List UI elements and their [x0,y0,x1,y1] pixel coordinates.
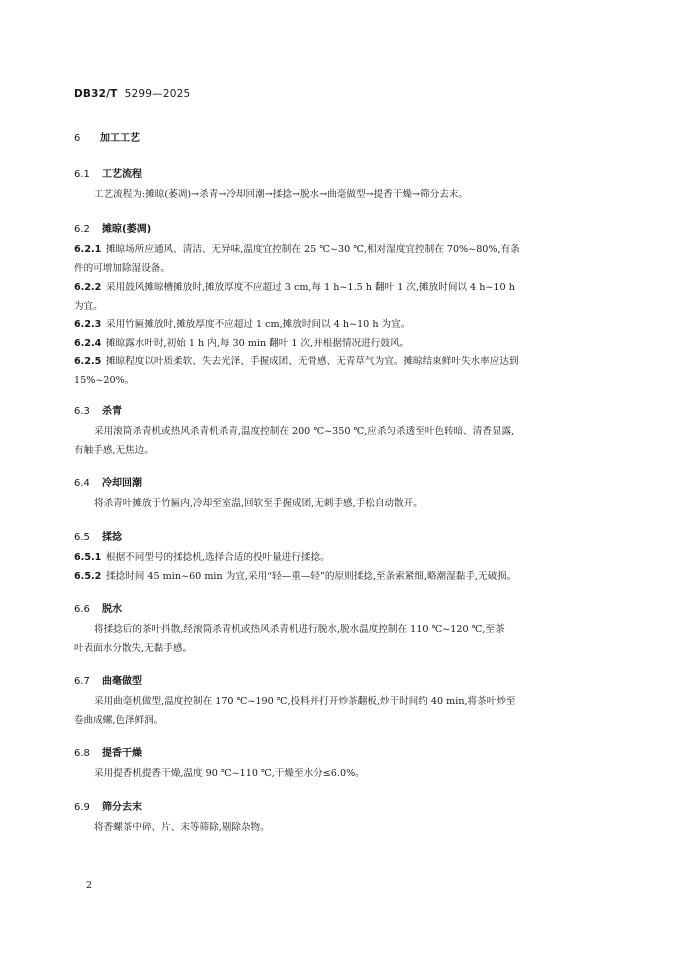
section-title: 脱水 [102,604,122,615]
clause-6-2-1 [74,240,602,278]
clause-number: 6.5.2 [74,571,102,582]
page-number: 2 [86,880,93,891]
section-number: 6.9 [74,802,90,813]
section-heading-6 [74,129,140,144]
paragraph-6-3 [74,422,602,460]
section-title: 摊晾(萎凋) [102,224,152,235]
clause-6-5-2 [74,567,602,586]
section-title: 提香干燥 [102,748,142,759]
section-heading-6-6 [74,600,122,615]
section-title: 加工工艺 [100,133,140,144]
standard-number: 5299—2025 [124,88,191,100]
clause-text-line: 件的可增加除湿设备。 [74,263,170,274]
section-title: 筛分去末 [102,802,142,813]
paragraph-line: 卷曲成螺,色泽鲜润。 [74,715,164,726]
section-heading-6-7 [74,672,142,687]
clause-text-line: 采用鼓风摊晾槽摊放时,摊放厚度不应超过 3 cm,每 1 h~1.5 h 翻叶 1 次,摊放时间以 4 h~10 h [106,282,515,293]
paragraph-line: 采用滚筒杀青机或热风杀青机杀青,温度控制在 200 ℃~350 ℃,应杀匀杀透至叶色转暗、清香显露, [94,426,515,437]
standard-prefix: DB32/T [74,88,118,100]
clause-6-2-5 [74,352,602,390]
clause-text-line: 采用竹匾摊放时,摊放厚度不应超过 1 cm,摊放时间以 4 h~10 h 为宜。 [106,319,411,330]
clause-6-5-1 [74,548,602,567]
paragraph-6-6 [74,620,602,658]
paragraph-6-8: 采用提香机提香干燥,温度 90 ℃~110 ℃,干燥至水分≤6.0%。 [94,768,365,779]
section-number: 6.2 [74,224,90,235]
paragraph-line: 将揉捻后的茶叶抖散,经滚筒杀青机或热风杀青机进行脱水,脱水温度控制在 110 ℃~120 ℃,至茶 [94,624,505,635]
clause-text-line: 揉捻时间 45 min~60 min 为宜,采用“轻—重—轻”的原则揉捻,至条索紧细,略潮湿黏手,无破损。 [106,571,517,582]
clause-text-line: 摊晾程度以叶质柔软、失去光泽、手握成团、无骨感、无青草气为宜。摊晾结束鲜叶失水率应达到 [106,356,519,367]
section-number: 6.3 [74,406,90,417]
clause-number: 6.2.1 [74,244,102,255]
clause-number: 6.2.3 [74,319,102,330]
paragraph-6-7 [74,692,602,730]
clause-text-line: 为宜。 [74,301,103,312]
clause-6-2-4 [74,334,602,353]
section-number: 6.4 [74,478,90,489]
section-title: 曲毫做型 [102,676,142,687]
clause-6-2-2 [74,278,602,316]
section-heading-6-4 [74,474,142,489]
section-heading-6-8 [74,744,142,759]
clause-number: 6.5.1 [74,552,102,563]
section-heading-6-5 [74,528,122,543]
paragraph-line: 叶表面水分散失,无黏手感。 [74,643,193,654]
section-title: 杀青 [102,406,122,417]
clause-number: 6.2.4 [74,338,102,349]
section-number: 6.5 [74,532,90,543]
clause-number: 6.2.5 [74,356,102,367]
section-number: 6.8 [74,748,90,759]
page-header [74,88,190,100]
section-heading-6-9 [74,798,142,813]
section-title: 工艺流程 [102,169,142,180]
clause-6-2-3 [74,315,602,334]
section-heading-6-2 [74,220,151,235]
paragraph-6-4: 将杀青叶摊放于竹匾内,冷却至室温,回软至手握成团,无刺手感,手松自动散开。 [94,498,423,509]
section-heading-6-1 [74,165,142,180]
section-title: 冷却回潮 [102,478,142,489]
paragraph-6-1: 工艺流程为:摊晾(萎凋)→杀青→冷却回潮→揉捻→脱水→曲毫做型→提香干燥→筛分去末。 [94,189,468,200]
section-number: 6.7 [74,676,90,687]
section-number: 6.6 [74,604,90,615]
paragraph-line: 有触手感,无焦边。 [74,445,154,456]
paragraph-6-9: 将香螺茶中碎、片、末等筛除,剔除杂物。 [94,822,270,833]
clause-text-line: 摊晾露水叶时,初始 1 h 内,每 30 min 翻叶 1 次,并根据情况进行鼓风。 [106,338,410,349]
clause-text-line: 摊晾场所应通风、清洁、无异味,温度宜控制在 25 ℃~30 ℃,相对湿度宜控制在 70%~80%,有条 [106,244,520,255]
section-heading-6-3 [74,402,122,417]
section-number: 6 [74,133,81,144]
paragraph-line: 采用曲毫机做型,温度控制在 170 ℃~190 ℃,投料并打开炒茶翻板,炒干时间约 40 min,将茶叶炒至 [94,696,516,707]
clause-text-line: 15%~20%。 [74,375,135,386]
clause-text-line: 根据不同型号的揉捻机,选择合适的投叶量进行揉捻。 [106,552,330,563]
section-number: 6.1 [74,169,90,180]
section-title: 揉捻 [102,532,122,543]
clause-number: 6.2.2 [74,282,102,293]
